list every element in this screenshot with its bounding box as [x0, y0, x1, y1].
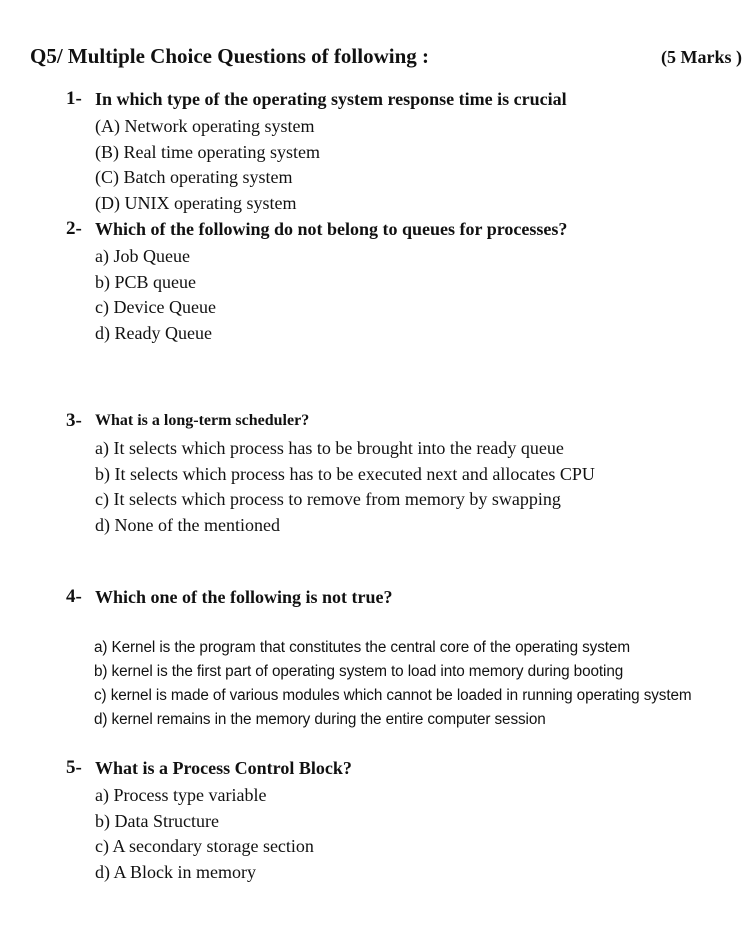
question-number: 3- — [66, 410, 82, 431]
option-b: b) Data Structure — [95, 810, 219, 831]
question-number: 1- — [66, 88, 82, 109]
question-header — [66, 88, 756, 114]
option-b: b) PCB queue — [95, 271, 196, 292]
question-4 — [66, 586, 756, 732]
option-c: c) Device Queue — [95, 297, 216, 318]
option-d: d) A Block in memory — [95, 861, 256, 882]
question-text: Which one of the following is not true? — [95, 587, 393, 607]
question-number: 4- — [66, 586, 82, 607]
option-d: (D) UNIX operating system — [95, 192, 297, 213]
question-header — [66, 410, 756, 436]
option-c: (C) Batch operating system — [95, 167, 293, 188]
option-b: (B) Real time operating system — [95, 141, 320, 162]
question-text: What is a long-term scheduler? — [95, 412, 310, 429]
option-list — [66, 783, 756, 885]
question-number: 2- — [66, 218, 82, 239]
option-d: d) None of the mentioned — [95, 514, 280, 535]
marks-label: (5 Marks ) — [661, 47, 742, 67]
option-a: a) Job Queue — [95, 246, 190, 266]
question-header — [66, 586, 756, 612]
question-5 — [66, 757, 756, 885]
option-b: b) It selects which process has to be executed next and allocates CPU — [95, 463, 595, 484]
option-a: a) Kernel is the program that constitutes the central core of the operating system — [94, 639, 630, 656]
section-title: Q5/ Multiple Choice Questions of following : — [30, 44, 429, 68]
option-d: d) Ready Queue — [95, 322, 212, 343]
question-number: 5- — [66, 757, 82, 778]
option-c: c) A secondary storage section — [95, 836, 314, 857]
question-header — [66, 757, 756, 783]
option-a: (A) Network operating system — [95, 116, 315, 136]
option-d: d) kernel remains in the memory during the entire computer session — [94, 711, 546, 728]
question-text: Which of the following do not belong to queues for processes? — [95, 219, 568, 239]
section-header — [30, 44, 746, 76]
option-a: a) It selects which process has to be brought into the ready queue — [95, 438, 564, 458]
option-list — [66, 244, 756, 346]
option-c: c) It selects which process to remove from memory by swapping — [95, 489, 561, 510]
question-1 — [66, 88, 756, 216]
option-a: a) Process type variable — [95, 785, 267, 805]
option-c: c) kernel is made of various modules which cannot be loaded in running operating system — [94, 687, 692, 704]
question-header — [66, 218, 756, 244]
option-list — [66, 436, 756, 538]
option-list — [66, 636, 756, 732]
option-list — [66, 114, 756, 216]
question-3 — [66, 410, 756, 538]
option-b: b) kernel is the first part of operating system to load into memory during booting — [94, 663, 624, 680]
question-text: What is a Process Control Block? — [95, 758, 352, 778]
question-2 — [66, 218, 756, 346]
question-text: In which type of the operating system response time is crucial — [95, 89, 567, 109]
